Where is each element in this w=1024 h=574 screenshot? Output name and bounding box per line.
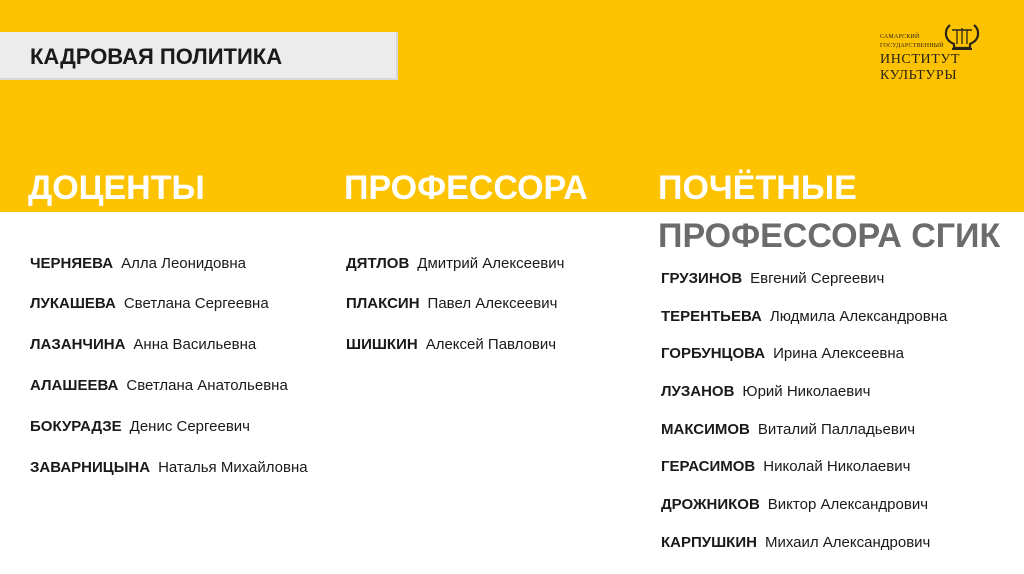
given-name: Светлана Сергеевна — [123, 295, 269, 312]
surname: ДРОЖНИКОВ — [661, 496, 760, 513]
given-name: Михаил Александрович — [764, 534, 931, 551]
surname: ГЕРАСИМОВ — [661, 458, 756, 475]
list-item — [661, 421, 915, 438]
surname: БОКУРАДЗЕ — [30, 418, 122, 435]
surname: ЛУКАШЕВА — [30, 295, 116, 312]
honorary-heading-line1: ПОЧЁТНЫЕ — [658, 169, 857, 207]
list-item — [661, 308, 947, 325]
logo-line-4: КУЛЬТУРЫ — [880, 68, 958, 83]
surname: ТЕРЕНТЬЕВА — [661, 308, 762, 325]
given-name: Виктор Александрович — [767, 496, 929, 513]
surname: ПЛАКСИН — [346, 295, 420, 312]
page-title: КАДРОВАЯ ПОЛИТИКА — [30, 44, 283, 69]
surname: АЛАШЕЕВА — [30, 377, 119, 394]
honorary-heading-line2: ПРОФЕССОРА СГИК — [658, 217, 1001, 255]
professors-heading: ПРОФЕССОРА — [344, 169, 588, 207]
list-item — [346, 336, 556, 353]
given-name: Ирина Алексеевна — [773, 345, 904, 362]
list-item — [661, 458, 910, 475]
surname: ЛАЗАНЧИНА — [30, 336, 126, 353]
list-item — [661, 496, 928, 513]
list-item — [30, 255, 246, 272]
list-item — [30, 459, 308, 476]
surname: ГРУЗИНОВ — [661, 270, 743, 287]
given-name: Николай Николаевич — [763, 458, 911, 475]
given-name: Дмитрий Алексеевич — [417, 255, 565, 272]
surname: МАКСИМОВ — [661, 421, 750, 438]
list-item — [346, 295, 557, 312]
surname: ШИШКИН — [346, 336, 418, 353]
given-name: Наталья Михайловна — [158, 459, 308, 476]
list-item — [30, 336, 256, 353]
given-name: Людмила Александровна — [769, 308, 948, 325]
logo-line-3: ИНСТИТУТ — [880, 52, 961, 67]
logo-line-1: САМАРСКИЙ — [880, 34, 920, 40]
list-item — [661, 534, 930, 551]
list-item — [30, 377, 288, 394]
institute-logo — [880, 22, 990, 92]
given-name: Алексей Павлович — [425, 336, 557, 353]
given-name: Павел Алексеевич — [427, 295, 558, 312]
given-name: Денис Сергеевич — [129, 418, 250, 435]
title-box — [0, 32, 398, 80]
given-name: Евгений Сергеевич — [750, 270, 885, 287]
surname: ДЯТЛОВ — [346, 255, 410, 272]
given-name: Анна Васильевна — [133, 336, 257, 353]
surname: ЛУЗАНОВ — [661, 383, 735, 400]
given-name: Юрий Николаевич — [742, 383, 871, 400]
given-name: Алла Леонидовна — [121, 255, 246, 272]
list-item — [30, 418, 250, 435]
given-name: Светлана Анатольевна — [126, 377, 288, 394]
surname: ГОРБУНЦОВА — [661, 345, 766, 362]
docents-heading: ДОЦЕНТЫ — [28, 169, 205, 207]
surname: КАРПУШКИН — [661, 534, 757, 551]
surname: ЗАВАРНИЦЫНА — [30, 459, 151, 476]
list-item — [661, 270, 884, 287]
list-item — [30, 295, 269, 312]
surname: ЧЕРНЯЕВА — [30, 255, 114, 272]
given-name: Виталий Палладьевич — [757, 421, 916, 438]
list-item — [346, 255, 564, 272]
list-item — [661, 383, 870, 400]
logo-line-2: ГОСУДАРСТВЕННЫЙ — [880, 43, 944, 49]
list-item — [661, 345, 904, 362]
lyre-icon — [942, 22, 982, 52]
